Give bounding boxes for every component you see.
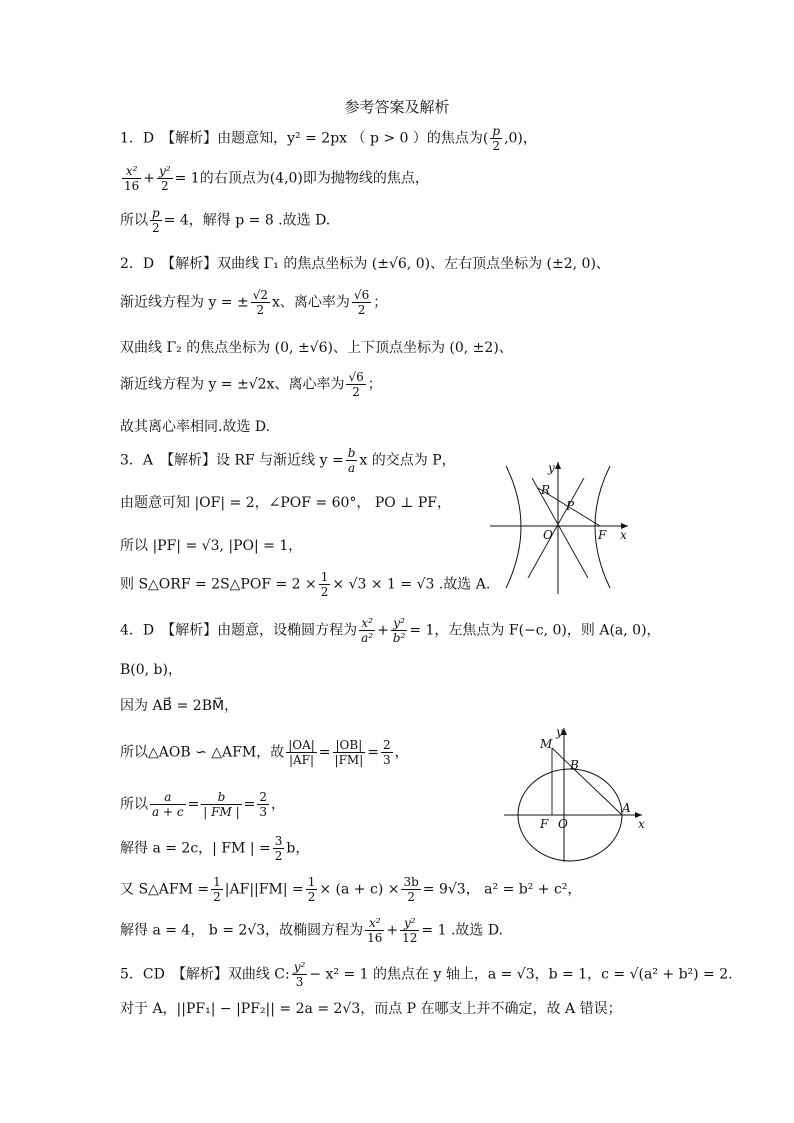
q2-line-5: 故其离心率相同.故选 D.	[120, 419, 271, 435]
fraction: $\frac{b}{a}$	[347, 446, 356, 475]
hyperbola-figure	[488, 458, 638, 598]
q3-line-1: 3．A 【解析】设 RF 与渐近线 y = $\frac{b}{a}$ x 的交点为 P，	[120, 446, 456, 475]
label-M: M	[540, 737, 553, 751]
q2-line-3: 双曲线 Γ₂ 的焦点坐标为 (0, ±√6)、上下顶点坐标为 (0, ±2)、	[120, 340, 513, 356]
fraction: $\frac{1}{2}$	[307, 875, 316, 904]
label-x: x	[620, 528, 627, 542]
fraction: $\frac{|OA|}{|AF|}$	[288, 738, 315, 767]
fraction: $\frac{3b}{2}$	[403, 875, 419, 904]
q4-line-4: 所以△AOB ∽ △AFM，故 $\frac{|OA|}{|AF|}$ = $\frac{|OB|}{|FM|}$ = $\frac{2}{3}$ ，	[120, 738, 409, 767]
label-y: y	[548, 461, 555, 475]
fraction: $\frac{p}{2}$	[152, 206, 160, 235]
fraction: $\frac{\text{x²}}{\text{a²}}$	[361, 616, 374, 645]
q5-line-2: 对于 A，||PF₁| − |PF₂|| = 2a = 2√3，而点 P 在哪支上并不确定，故 A 错误；	[120, 1001, 622, 1017]
q4-line-1: 4．D 【解析】由题意，设椭圆方程为 $\frac{\text{x²}}{\text{a²}}$ + $\frac{\text{y²}}{\text{b²}}$ = 1，左焦点为 F(−c, 0)，则 A(a, 0)，	[120, 616, 661, 645]
q4-line-8: 解得 a = 4， b = 2√3，故椭圆方程为 $\frac{\text{x²}}{16}$ + $\frac{\text{y²}}{12}$ = 1 .故选 D.	[120, 916, 504, 945]
fraction: $\frac{1}{2}$	[213, 875, 221, 904]
q4-line-7: 又 S△AFM = $\frac{1}{2}$ |AF||FM| = $\frac{1}{2}$ × (a + c) × $\frac{3b}{2}$ = 9√3， a² = b² + c²，	[120, 875, 582, 904]
q2-line-4: 渐近线方程为 y = ±√2x、离心率为 $\frac{√6}{2}$ ；	[120, 370, 382, 399]
label-P: P	[566, 499, 575, 513]
fraction: $\frac{\text{y²}}{3}$	[293, 960, 306, 989]
q4-line-3: 因为 AB⃗ = 2BM⃗，	[120, 698, 239, 714]
fraction: $\frac{√2}{2}$	[252, 288, 269, 317]
fraction: $\frac{3}{2}$	[274, 834, 283, 863]
label-y: y	[556, 725, 563, 739]
label-B: B	[570, 758, 579, 772]
q3-line-3: 所以 |PF| = √3, |PO| = 1，	[120, 538, 303, 554]
fraction: $\frac{\text{x²}}{16}$	[367, 916, 383, 945]
label-O: O	[558, 817, 568, 831]
label-R: R	[541, 483, 551, 497]
fraction: $\frac{|OB|}{|FM|}$	[334, 738, 364, 767]
fraction: $\frac{b}{| FM |}$	[203, 790, 240, 819]
q1-line-3: 所以 $\frac{p}{2}$ = 4，解得 p = 8 .故选 D.	[120, 206, 331, 235]
q1-line-2: $\frac{\text{x²}}{16}$ + $\frac{\text{y²}}{2}$ = 1的右顶点为(4,0)即为抛物线的焦点，	[124, 164, 429, 193]
fraction: $\frac{2}{3}$	[382, 738, 391, 767]
fraction: $\frac{\text{y²}}{12}$	[402, 916, 418, 945]
q4-line-5: 所以 $\frac{a}{a + c}$ = $\frac{b}{| FM |}$ = $\frac{2}{3}$ ，	[120, 790, 285, 819]
label-A: A	[622, 801, 631, 815]
fraction: $\frac{√6}{2}$	[348, 370, 364, 399]
fraction: $\frac{\text{y²}}{\text{b²}}$	[392, 616, 406, 645]
fraction: $\frac{a}{a + c}$	[152, 790, 184, 819]
q1-line-1: 1．D 【解析】由题意知，y² = 2px （ p > 0 ）的焦点为( $\frac{p}{2}$ ,0)，	[120, 124, 537, 153]
ellipse-figure	[502, 722, 652, 864]
fraction: $\frac{1}{2}$	[320, 570, 329, 599]
fraction: $\frac{2}{3}$	[259, 790, 267, 819]
q4-line-6: 解得 a = 2c，| FM | = $\frac{3}{2}$ b，	[120, 834, 310, 863]
q3-line-2: 由题意可知 |OF| = 2，∠POF = 60°， PO ⊥ PF，	[120, 495, 451, 511]
q5-line-1: 5．CD 【解析】双曲线 C: $\frac{\text{y²}}{3}$ − x² = 1 的焦点在 y 轴上，a = √3，b = 1，c = √(a² + b²) = 2.	[120, 960, 733, 989]
fraction: $\frac{p}{2}$	[492, 124, 501, 153]
fraction: $\frac{\text{x²}}{16}$	[124, 164, 140, 193]
q4-line-2: B(0, b)，	[120, 662, 182, 678]
q2-line-1: 2．D 【解析】双曲线 Γ₁ 的焦点坐标为 (±√6, 0)、左右顶点坐标为 (±2, 0)、	[120, 256, 610, 272]
label-x: x	[638, 817, 645, 831]
label-O: O	[543, 528, 553, 542]
page-title: 参考答案及解析	[344, 98, 450, 116]
label-F: F	[540, 817, 549, 831]
fraction: $\frac{\text{y²}}{2}$	[159, 164, 171, 193]
label-F: F	[598, 528, 607, 542]
q3-line-4: 则 S△ORF = 2S△POF = 2 × $\frac{1}{2}$ × √3 × 1 = √3 .故选 A.	[120, 570, 491, 599]
q2-line-2: 渐近线方程为 y = ± $\frac{√2}{2}$ x、离心率为 $\frac{√6}{2}$ ；	[120, 288, 388, 317]
fraction: $\frac{√6}{2}$	[353, 288, 370, 317]
